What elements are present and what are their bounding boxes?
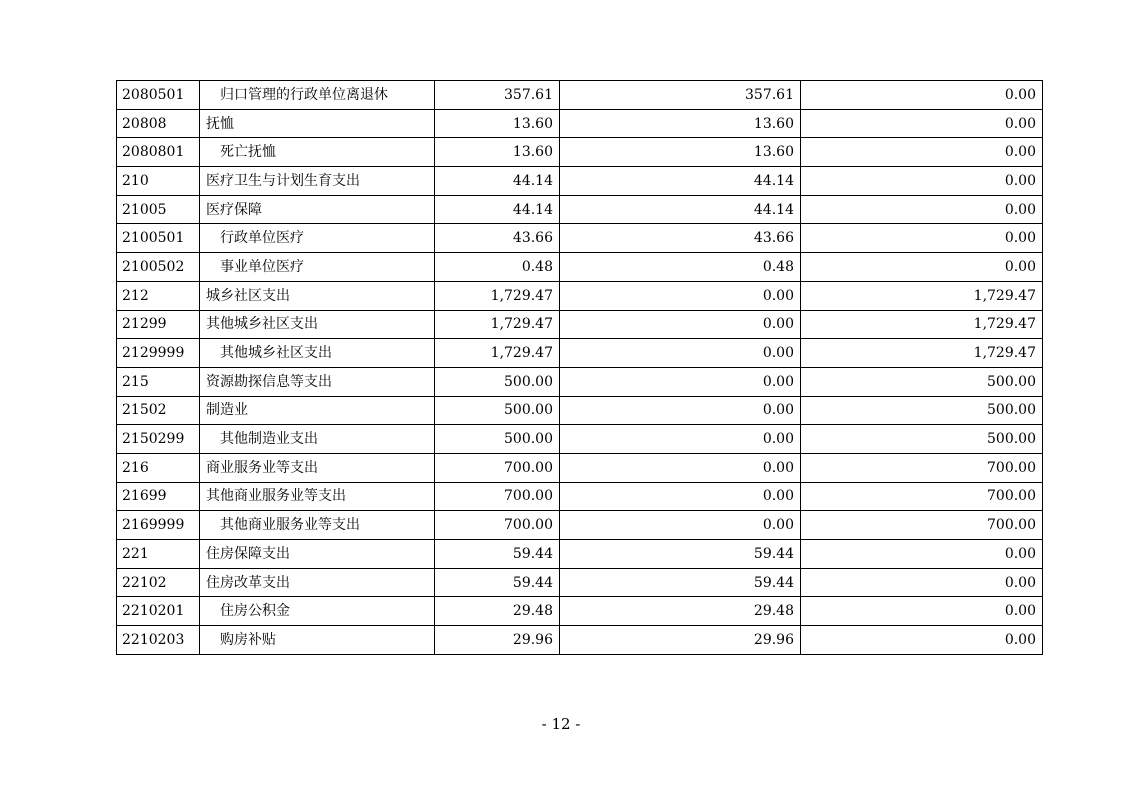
basic-expenditure-cell: 29.48 bbox=[560, 597, 801, 626]
subject-name-cell: 其他城乡社区支出 bbox=[200, 339, 435, 368]
table-body bbox=[117, 81, 1043, 655]
basic-expenditure-cell: 59.44 bbox=[560, 540, 801, 569]
basic-expenditure-cell: 0.00 bbox=[560, 482, 801, 511]
classification-code-cell: 2100501 bbox=[117, 224, 200, 253]
basic-expenditure-cell: 0.00 bbox=[560, 281, 801, 310]
classification-code-cell: 210 bbox=[117, 167, 200, 196]
table-row bbox=[117, 195, 1043, 224]
total-amount-cell: 700.00 bbox=[435, 453, 560, 482]
classification-code-cell: 2100502 bbox=[117, 253, 200, 282]
project-expenditure-cell: 1,729.47 bbox=[801, 281, 1043, 310]
basic-expenditure-cell: 44.14 bbox=[560, 167, 801, 196]
total-amount-cell: 44.14 bbox=[435, 167, 560, 196]
total-amount-cell: 700.00 bbox=[435, 482, 560, 511]
subject-name-cell: 死亡抚恤 bbox=[200, 138, 435, 167]
subject-name-cell: 其他商业服务业等支出 bbox=[200, 511, 435, 540]
basic-expenditure-cell: 13.60 bbox=[560, 109, 801, 138]
total-amount-cell: 59.44 bbox=[435, 568, 560, 597]
table-row bbox=[117, 138, 1043, 167]
subject-name-cell: 资源勘探信息等支出 bbox=[200, 367, 435, 396]
subject-name-cell: 行政单位医疗 bbox=[200, 224, 435, 253]
basic-expenditure-cell: 43.66 bbox=[560, 224, 801, 253]
basic-expenditure-cell: 44.14 bbox=[560, 195, 801, 224]
subject-name-cell: 住房改革支出 bbox=[200, 568, 435, 597]
classification-code-cell: 216 bbox=[117, 453, 200, 482]
table-row bbox=[117, 396, 1043, 425]
subject-name-cell: 城乡社区支出 bbox=[200, 281, 435, 310]
project-expenditure-cell: 0.00 bbox=[801, 138, 1043, 167]
classification-code-cell: 2169999 bbox=[117, 511, 200, 540]
subject-name-cell: 事业单位医疗 bbox=[200, 253, 435, 282]
total-amount-cell: 0.48 bbox=[435, 253, 560, 282]
total-amount-cell: 13.60 bbox=[435, 109, 560, 138]
project-expenditure-cell: 500.00 bbox=[801, 425, 1043, 454]
project-expenditure-cell: 500.00 bbox=[801, 396, 1043, 425]
classification-code-cell: 215 bbox=[117, 367, 200, 396]
total-amount-cell: 357.61 bbox=[435, 81, 560, 110]
subject-name-cell: 其他城乡社区支出 bbox=[200, 310, 435, 339]
project-expenditure-cell: 0.00 bbox=[801, 109, 1043, 138]
table-row bbox=[117, 367, 1043, 396]
subject-name-cell: 住房保障支出 bbox=[200, 540, 435, 569]
project-expenditure-cell: 0.00 bbox=[801, 540, 1043, 569]
project-expenditure-cell: 0.00 bbox=[801, 568, 1043, 597]
subject-name-cell: 住房公积金 bbox=[200, 597, 435, 626]
classification-code-cell: 20808 bbox=[117, 109, 200, 138]
classification-code-cell: 212 bbox=[117, 281, 200, 310]
classification-code-cell: 2150299 bbox=[117, 425, 200, 454]
total-amount-cell: 1,729.47 bbox=[435, 281, 560, 310]
budget-table bbox=[116, 80, 1043, 655]
project-expenditure-cell: 500.00 bbox=[801, 367, 1043, 396]
project-expenditure-cell: 700.00 bbox=[801, 511, 1043, 540]
classification-code-cell: 21299 bbox=[117, 310, 200, 339]
project-expenditure-cell: 0.00 bbox=[801, 81, 1043, 110]
total-amount-cell: 59.44 bbox=[435, 540, 560, 569]
subject-name-cell: 购房补贴 bbox=[200, 626, 435, 655]
basic-expenditure-cell: 0.00 bbox=[560, 511, 801, 540]
project-expenditure-cell: 0.00 bbox=[801, 195, 1043, 224]
subject-name-cell: 医疗卫生与计划生育支出 bbox=[200, 167, 435, 196]
page-number: - 12 - bbox=[541, 715, 581, 733]
basic-expenditure-cell: 0.00 bbox=[560, 339, 801, 368]
total-amount-cell: 29.96 bbox=[435, 626, 560, 655]
total-amount-cell: 500.00 bbox=[435, 425, 560, 454]
table-row bbox=[117, 568, 1043, 597]
total-amount-cell: 500.00 bbox=[435, 367, 560, 396]
table-row bbox=[117, 339, 1043, 368]
basic-expenditure-cell: 0.00 bbox=[560, 396, 801, 425]
classification-code-cell: 21005 bbox=[117, 195, 200, 224]
classification-code-cell: 2129999 bbox=[117, 339, 200, 368]
classification-code-cell: 2080501 bbox=[117, 81, 200, 110]
table-row bbox=[117, 109, 1043, 138]
classification-code-cell: 2210201 bbox=[117, 597, 200, 626]
subject-name-cell: 归口管理的行政单位离退休 bbox=[200, 81, 435, 110]
project-expenditure-cell: 0.00 bbox=[801, 167, 1043, 196]
basic-expenditure-cell: 0.00 bbox=[560, 310, 801, 339]
project-expenditure-cell: 0.00 bbox=[801, 253, 1043, 282]
classification-code-cell: 2080801 bbox=[117, 138, 200, 167]
classification-code-cell: 2210203 bbox=[117, 626, 200, 655]
classification-code-cell: 21699 bbox=[117, 482, 200, 511]
basic-expenditure-cell: 59.44 bbox=[560, 568, 801, 597]
total-amount-cell: 13.60 bbox=[435, 138, 560, 167]
project-expenditure-cell: 0.00 bbox=[801, 224, 1043, 253]
subject-name-cell: 其他商业服务业等支出 bbox=[200, 482, 435, 511]
subject-name-cell: 商业服务业等支出 bbox=[200, 453, 435, 482]
classification-code-cell: 221 bbox=[117, 540, 200, 569]
subject-name-cell: 制造业 bbox=[200, 396, 435, 425]
total-amount-cell: 1,729.47 bbox=[435, 310, 560, 339]
basic-expenditure-cell: 0.00 bbox=[560, 425, 801, 454]
table-row bbox=[117, 540, 1043, 569]
table-row bbox=[117, 167, 1043, 196]
basic-expenditure-cell: 0.00 bbox=[560, 367, 801, 396]
total-amount-cell: 500.00 bbox=[435, 396, 560, 425]
table-row bbox=[117, 310, 1043, 339]
project-expenditure-cell: 1,729.47 bbox=[801, 339, 1043, 368]
table-row bbox=[117, 253, 1043, 282]
project-expenditure-cell: 1,729.47 bbox=[801, 310, 1043, 339]
table-row bbox=[117, 626, 1043, 655]
basic-expenditure-cell: 357.61 bbox=[560, 81, 801, 110]
total-amount-cell: 44.14 bbox=[435, 195, 560, 224]
classification-code-cell: 22102 bbox=[117, 568, 200, 597]
table-row bbox=[117, 281, 1043, 310]
subject-name-cell: 其他制造业支出 bbox=[200, 425, 435, 454]
basic-expenditure-cell: 0.48 bbox=[560, 253, 801, 282]
basic-expenditure-cell: 13.60 bbox=[560, 138, 801, 167]
subject-name-cell: 抚恤 bbox=[200, 109, 435, 138]
basic-expenditure-cell: 29.96 bbox=[560, 626, 801, 655]
table-row bbox=[117, 482, 1043, 511]
project-expenditure-cell: 0.00 bbox=[801, 597, 1043, 626]
classification-code-cell: 21502 bbox=[117, 396, 200, 425]
table-row bbox=[117, 425, 1043, 454]
basic-expenditure-cell: 0.00 bbox=[560, 453, 801, 482]
table-row bbox=[117, 81, 1043, 110]
total-amount-cell: 1,729.47 bbox=[435, 339, 560, 368]
total-amount-cell: 700.00 bbox=[435, 511, 560, 540]
table-row bbox=[117, 511, 1043, 540]
table-row bbox=[117, 453, 1043, 482]
project-expenditure-cell: 700.00 bbox=[801, 482, 1043, 511]
table-row bbox=[117, 224, 1043, 253]
project-expenditure-cell: 700.00 bbox=[801, 453, 1043, 482]
total-amount-cell: 43.66 bbox=[435, 224, 560, 253]
subject-name-cell: 医疗保障 bbox=[200, 195, 435, 224]
table-row bbox=[117, 597, 1043, 626]
project-expenditure-cell: 0.00 bbox=[801, 626, 1043, 655]
total-amount-cell: 29.48 bbox=[435, 597, 560, 626]
